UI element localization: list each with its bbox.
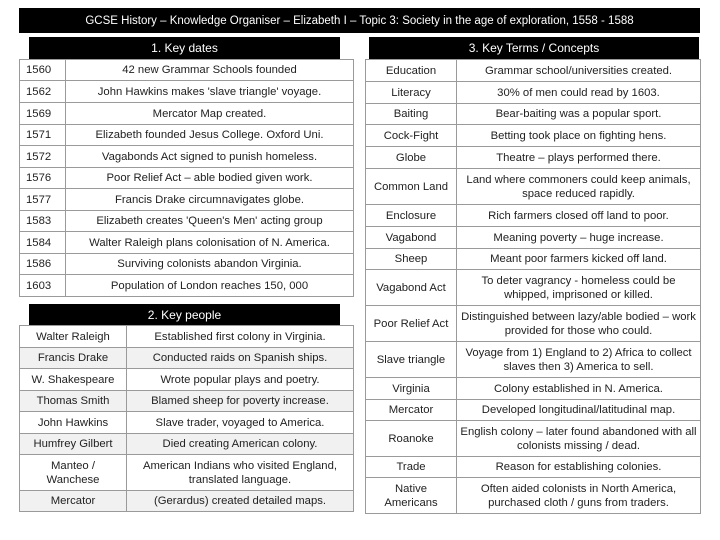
key-date-row: [20, 211, 354, 232]
key-term-name: Sheep: [366, 249, 457, 270]
key-terms-table: [365, 59, 701, 514]
key-date-year: 1584: [20, 232, 66, 254]
key-terms-heading: 3. Key Terms / Concepts: [369, 37, 699, 59]
key-date-event: John Hawkins makes 'slave triangle' voyage.: [66, 81, 354, 103]
key-term-name: Virginia: [366, 378, 457, 400]
key-term-name: Mercator: [366, 400, 457, 421]
key-term-row: [366, 82, 701, 104]
key-person-row: [20, 326, 354, 348]
key-date-year: 1586: [20, 254, 66, 275]
key-term-definition: Theatre – plays performed there.: [457, 147, 701, 169]
key-person-description: Wrote popular plays and poetry.: [127, 369, 354, 391]
key-person-name: Manteo / Wanchese: [20, 455, 127, 491]
key-date-row: [20, 275, 354, 297]
key-date-year: 1576: [20, 168, 66, 189]
key-person-row: [20, 348, 354, 369]
page-title: GCSE History – Knowledge Organiser – Elizabeth I – Topic 3: Society in the age of exploration, 1558 - 1588: [19, 8, 700, 33]
key-term-definition: Betting took place on fighting hens.: [457, 125, 701, 147]
key-term-definition: Often aided colonists in North America, purchased cloth / guns from traders.: [457, 478, 701, 514]
key-people-heading: 2. Key people: [29, 304, 340, 325]
key-person-name: Humfrey Gilbert: [20, 434, 127, 455]
key-term-row: [366, 147, 701, 169]
key-term-definition: Grammar school/universities created.: [457, 60, 701, 82]
key-date-event: Vagabonds Act signed to punish homeless.: [66, 146, 354, 168]
key-person-description: American Indians who visited England, translated language.: [127, 455, 354, 491]
key-term-row: [366, 227, 701, 249]
key-term-definition: Colony established in N. America.: [457, 378, 701, 400]
key-person-description: Slave trader, voyaged to America.: [127, 412, 354, 434]
key-term-definition: Bear-baiting was a popular sport.: [457, 104, 701, 125]
key-date-year: 1583: [20, 211, 66, 232]
key-date-event: Francis Drake circumnavigates globe.: [66, 189, 354, 211]
key-dates-table: [19, 59, 354, 297]
key-date-row: [20, 168, 354, 189]
key-date-year: 1571: [20, 125, 66, 146]
key-date-event: Surviving colonists abandon Virginia.: [66, 254, 354, 275]
key-date-row: [20, 254, 354, 275]
key-date-year: 1603: [20, 275, 66, 297]
key-term-name: Trade: [366, 457, 457, 478]
key-date-row: [20, 146, 354, 168]
key-term-name: Vagabond: [366, 227, 457, 249]
key-term-row: [366, 306, 701, 342]
key-date-row: [20, 189, 354, 211]
key-date-row: [20, 60, 354, 81]
key-person-name: W. Shakespeare: [20, 369, 127, 391]
key-term-name: Globe: [366, 147, 457, 169]
key-term-definition: To deter vagrancy - homeless could be whipped, imprisoned or killed.: [457, 270, 701, 306]
key-term-row: [366, 421, 701, 457]
key-person-description: Established first colony in Virginia.: [127, 326, 354, 348]
key-term-definition: Meant poor farmers kicked off land.: [457, 249, 701, 270]
key-term-name: Poor Relief Act: [366, 306, 457, 342]
key-date-row: [20, 125, 354, 146]
key-person-name: Francis Drake: [20, 348, 127, 369]
key-date-year: 1560: [20, 60, 66, 81]
key-term-definition: Developed longitudinal/latitudinal map.: [457, 400, 701, 421]
key-date-year: 1562: [20, 81, 66, 103]
key-term-name: Native Americans: [366, 478, 457, 514]
key-term-row: [366, 457, 701, 478]
key-term-name: Slave triangle: [366, 342, 457, 378]
key-term-row: [366, 104, 701, 125]
key-term-name: Baiting: [366, 104, 457, 125]
key-term-definition: Distinguished between lazy/able bodied – work provided for those who could.: [457, 306, 701, 342]
key-date-year: 1569: [20, 103, 66, 125]
key-date-event: Elizabeth creates 'Queen's Men' acting group: [66, 211, 354, 232]
key-person-description: (Gerardus) created detailed maps.: [127, 491, 354, 512]
key-date-year: 1577: [20, 189, 66, 211]
key-term-name: Enclosure: [366, 205, 457, 227]
key-term-definition: Land where commoners could keep animals, space reduced rapidly.: [457, 169, 701, 205]
key-person-row: [20, 491, 354, 512]
key-term-row: [366, 342, 701, 378]
key-term-name: Education: [366, 60, 457, 82]
key-person-row: [20, 391, 354, 412]
key-term-row: [366, 478, 701, 514]
key-term-definition: 30% of men could read by 1603.: [457, 82, 701, 104]
key-people-table: [19, 325, 354, 512]
key-person-name: Walter Raleigh: [20, 326, 127, 348]
key-date-event: Mercator Map created.: [66, 103, 354, 125]
key-term-name: Vagabond Act: [366, 270, 457, 306]
key-term-definition: Voyage from 1) England to 2) Africa to collect slaves then 3) America to sell.: [457, 342, 701, 378]
key-term-row: [366, 125, 701, 147]
key-term-row: [366, 169, 701, 205]
key-date-event: Poor Relief Act – able bodied given work.: [66, 168, 354, 189]
key-date-event: Population of London reaches 150, 000: [66, 275, 354, 297]
key-date-year: 1572: [20, 146, 66, 168]
key-person-description: Conducted raids on Spanish ships.: [127, 348, 354, 369]
key-term-row: [366, 400, 701, 421]
key-person-description: Died creating American colony.: [127, 434, 354, 455]
key-date-event: Walter Raleigh plans colonisation of N. America.: [66, 232, 354, 254]
key-term-row: [366, 378, 701, 400]
key-term-name: Cock-Fight: [366, 125, 457, 147]
key-term-definition: English colony – later found abandoned with all colonists missing / dead.: [457, 421, 701, 457]
key-term-definition: Rich farmers closed off land to poor.: [457, 205, 701, 227]
key-term-definition: Meaning poverty – huge increase.: [457, 227, 701, 249]
key-person-name: Mercator: [20, 491, 127, 512]
key-term-name: Literacy: [366, 82, 457, 104]
key-term-name: Roanoke: [366, 421, 457, 457]
key-term-row: [366, 270, 701, 306]
key-dates-heading: 1. Key dates: [29, 37, 340, 59]
key-person-name: Thomas Smith: [20, 391, 127, 412]
key-date-event: 42 new Grammar Schools founded: [66, 60, 354, 81]
key-term-row: [366, 205, 701, 227]
key-date-event: Elizabeth founded Jesus College. Oxford Uni.: [66, 125, 354, 146]
key-person-row: [20, 455, 354, 491]
key-term-row: [366, 249, 701, 270]
key-person-name: John Hawkins: [20, 412, 127, 434]
key-date-row: [20, 232, 354, 254]
key-term-definition: Reason for establishing colonies.: [457, 457, 701, 478]
key-person-row: [20, 434, 354, 455]
key-person-description: Blamed sheep for poverty increase.: [127, 391, 354, 412]
key-person-row: [20, 369, 354, 391]
key-date-row: [20, 103, 354, 125]
key-person-row: [20, 412, 354, 434]
key-term-row: [366, 60, 701, 82]
key-date-row: [20, 81, 354, 103]
key-term-name: Common Land: [366, 169, 457, 205]
